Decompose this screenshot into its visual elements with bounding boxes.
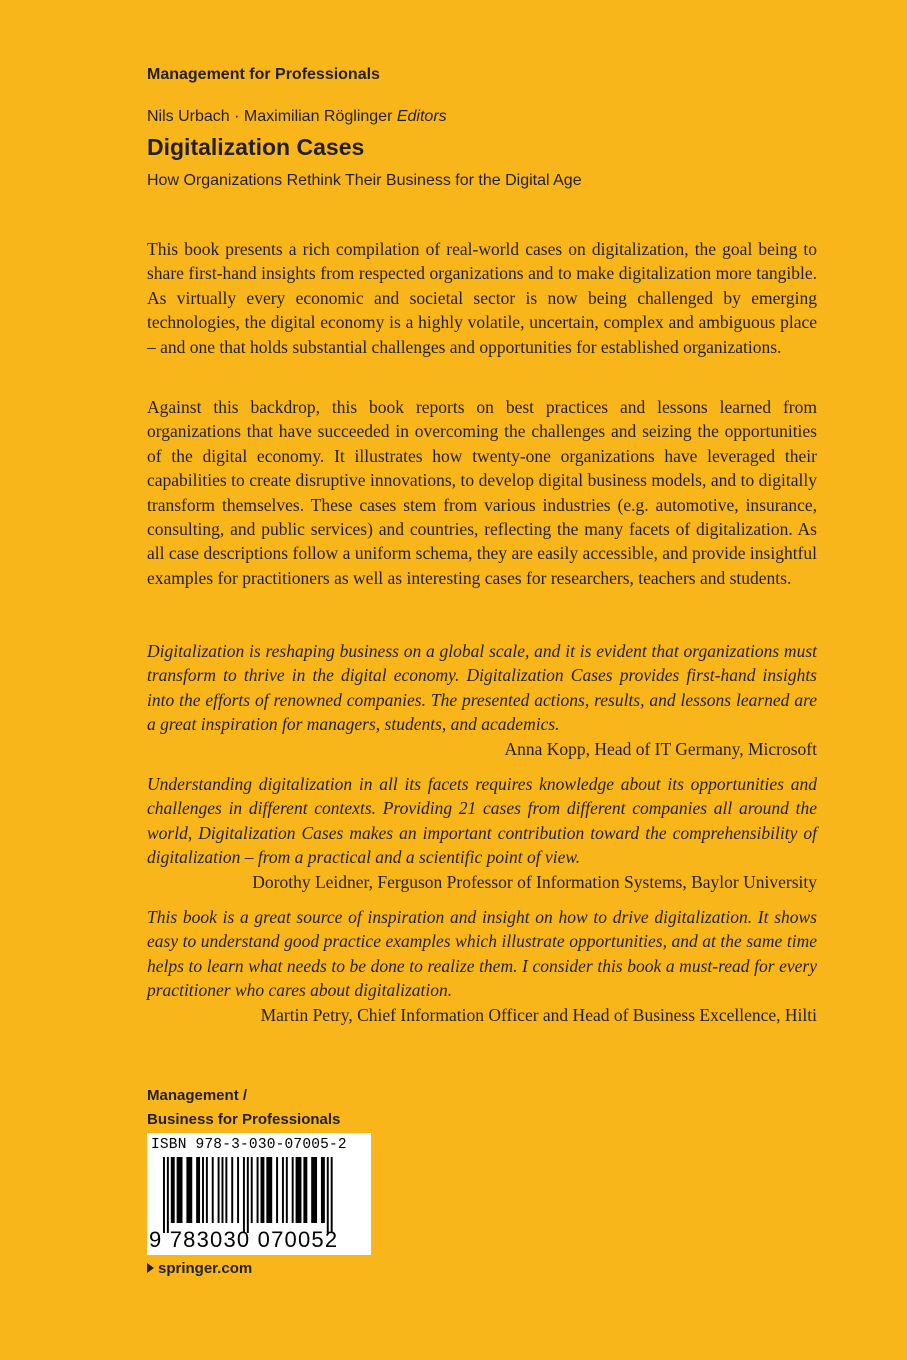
quote-text: Understanding digitalization in all its facets requires knowledge about its opportunities and challenges in different contexts. Providing 21 cases from different companies all around the world, Digitalization Cases makes an important contribution toward the comprehensibility of digitalization – from a practical and a scientific point of view. [147, 774, 817, 868]
barcode-bar [202, 1157, 204, 1223]
quote-text: This book is a great source of inspiration and insight on how to drive digitalization. It shows easy to understand good practice examples which illustrate opportunities, and at the same time helps to learn what needs to be done to realize them. I consider this book a must-read for every practitioner who cares about digitalization. [147, 907, 817, 1001]
category-line-2: Business for Professionals [147, 1111, 341, 1128]
quote-attribution: Anna Kopp, Head of IT Germany, Microsoft [504, 738, 817, 759]
barcode-bar [231, 1157, 233, 1223]
barcode-bar [257, 1157, 259, 1223]
barcode-bar [247, 1157, 249, 1233]
quote-attribution: Dorothy Leidner, Ferguson Professor of Information Systems, Baylor University [252, 871, 817, 892]
endorsement-quote-3 [147, 905, 817, 1027]
publisher-website: springer.com [158, 1260, 253, 1277]
barcode-bar [237, 1157, 239, 1223]
series-name: Management for Professionals [147, 66, 380, 83]
barcode-bar [321, 1157, 325, 1223]
barcode-bar [251, 1157, 253, 1223]
book-subtitle: How Organizations Rethink Their Business for the Digital Age [147, 172, 582, 189]
isbn-number: ISBN 978-3-030-07005-2 [151, 1137, 347, 1153]
publisher-link[interactable] [147, 1260, 252, 1277]
ean-digits: 9 783030 070052 [149, 1227, 339, 1252]
barcode-bar [276, 1157, 278, 1223]
editors-names: Nils Urbach · Maximilian Röglinger [147, 108, 393, 125]
barcode-bar [311, 1157, 317, 1223]
barcode-bar [163, 1157, 165, 1233]
barcode-bar [222, 1157, 224, 1223]
barcode-bar [286, 1157, 288, 1223]
barcode-bar [266, 1157, 272, 1223]
barcode-bar [167, 1157, 169, 1233]
quote-attribution: Martin Petry, Chief Information Officer and Head of Business Excellence, Hilti [260, 1004, 817, 1025]
isbn-barcode [147, 1133, 371, 1255]
book-title: Digitalization Cases [147, 134, 365, 160]
editors-role: Editors [396, 108, 447, 125]
barcode-bar [177, 1157, 183, 1223]
barcode-bar [327, 1157, 329, 1233]
description-paragraph-2: Against this backdrop, this book reports on best practices and lessons learned from organizations that have succeeded in overcoming the challenges and seizing the opportunities of the digital economy. It illustrates how twenty-one organizations have leveraged their capabilities to create disruptive innovations, to develop digital business models, and to digitally transform themselves. These cases stem from various industries (e.g. automotive, insurance, consulting, and public services) and countries, reflecting the many facets of digitalization. As all case descriptions follow a uniform schema, they are easily accessible, and provide insightful examples for practitioners as well as interesting cases for researchers, teachers and students. [147, 397, 817, 588]
description-paragraph-1: This book presents a rich compilation of real-world cases on digitalization, the goal being to share first-hand insights from respected organizations and to make digitalization more tangible. As virtually every economic and societal sector is now being challenged by emerging technologies, the digital economy is a highly volatile, uncertain, complex and ambiguous place – and one that holds substantial challenges and opportunities for established organizations. [147, 239, 817, 357]
barcode-bars [163, 1157, 355, 1233]
barcode-bar [331, 1157, 333, 1233]
barcode-bar [225, 1157, 227, 1223]
barcode-bar [261, 1157, 265, 1223]
barcode-bar [218, 1157, 220, 1223]
barcode-bar [171, 1157, 175, 1223]
barcode-bar [292, 1157, 294, 1223]
subject-category [147, 1084, 340, 1132]
barcode-bar [282, 1157, 284, 1223]
barcode-bar [303, 1157, 307, 1223]
quote-text: Digitalization is reshaping business on a global scale, and it is evident that organizations must transform to thrive in the digital economy. Digitalization Cases provides first-hand insights into the efforts of renowned companies. The presented actions, results, and lessons learned are a great inspiration for managers, students, and academics. [147, 641, 817, 735]
barcode-bar [296, 1157, 302, 1223]
barcode-bar [212, 1157, 214, 1223]
barcode-bar [243, 1157, 245, 1233]
endorsement-quote-2 [147, 772, 817, 894]
barcode-bar [206, 1157, 208, 1223]
barcode-bar [196, 1157, 200, 1223]
endorsement-quote-1 [147, 639, 817, 761]
arrow-right-icon [147, 1263, 154, 1273]
barcode-bar [186, 1157, 192, 1223]
category-line-1: Management / [147, 1087, 248, 1104]
editors-line [147, 108, 447, 126]
